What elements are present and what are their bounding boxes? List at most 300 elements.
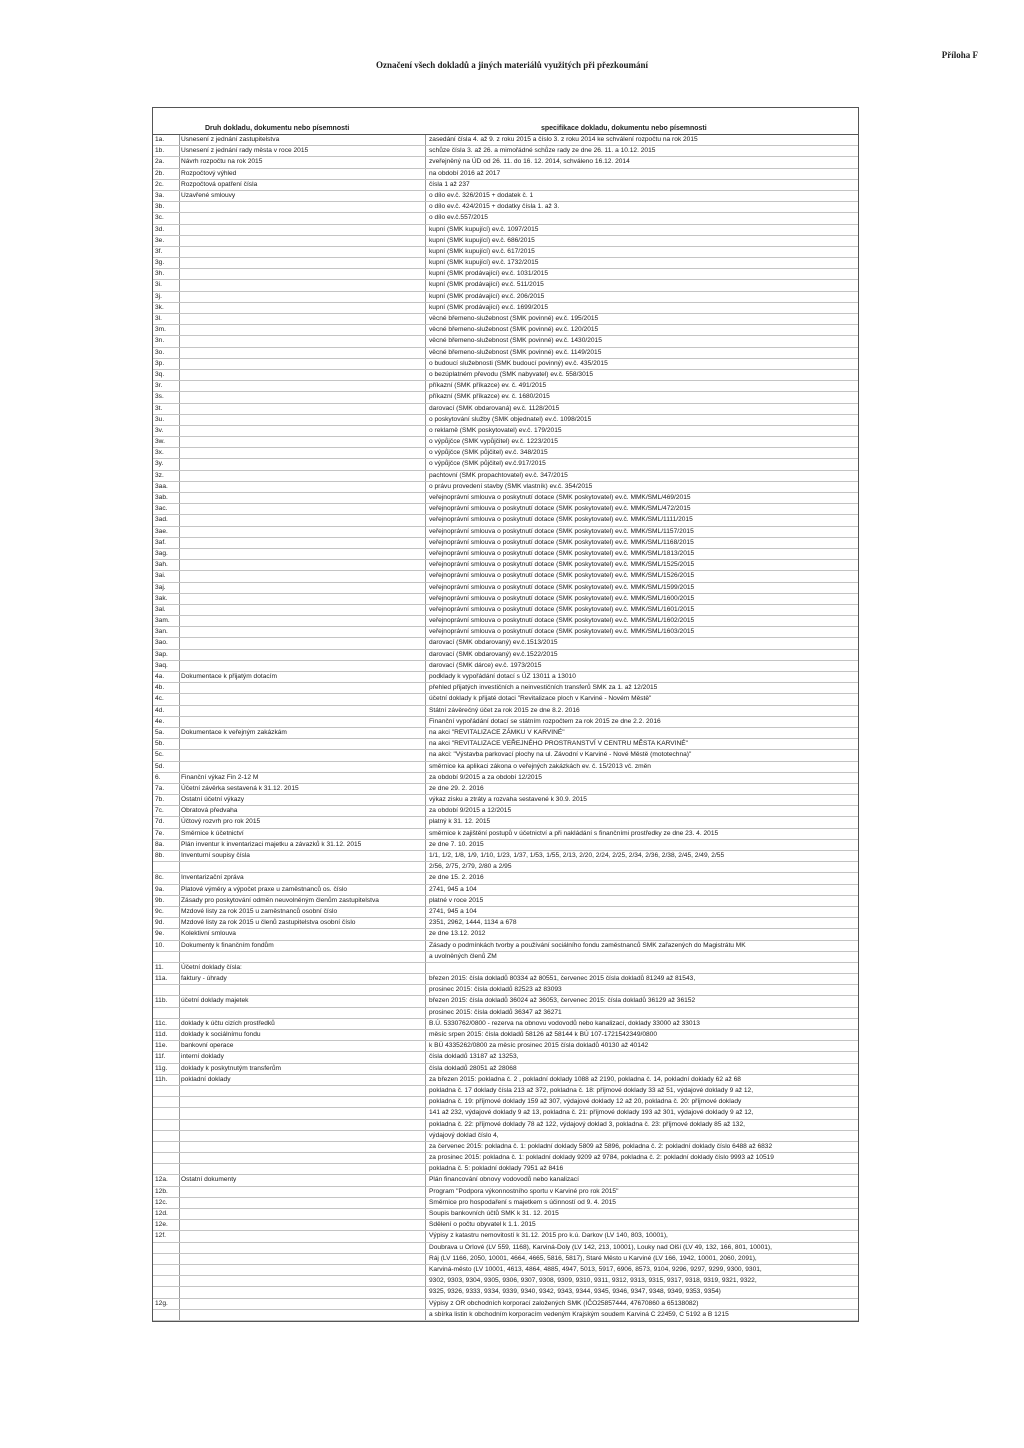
row-specification: Doubrava u Orlové (LV 559, 1168), Karviná-Doly (LV 142, 213, 10001), Louky nad Olší (LV 49, 132, 166, 801, 10001), (429, 1243, 772, 1251)
row-document-type: Usnesení z jednání rady města v roce 2015 (181, 147, 309, 155)
row-code: 3j. (155, 292, 162, 300)
row-specification: na období 2016 až 2017 (429, 169, 501, 177)
row-code: 3ac. (155, 505, 168, 513)
table-row (153, 202, 858, 213)
table-row (153, 135, 858, 146)
row-code: 8c. (155, 874, 164, 882)
table-row (153, 896, 858, 907)
materials-table (152, 107, 859, 1322)
row-code: 2c. (155, 180, 164, 188)
table-row (153, 773, 858, 784)
table-row (153, 571, 858, 582)
row-code: 5c. (155, 751, 164, 759)
row-specification: veřejnoprávní smlouva o poskytnutí dotace (SMK poskytovatel) ev.č. MMK/SML/469/2015 (429, 494, 691, 501)
table-row (153, 762, 858, 773)
row-code: 5d. (155, 762, 165, 770)
row-code: 2b. (155, 169, 165, 177)
row-specification: ze dne 29. 2. 2016 (429, 784, 484, 792)
row-specification: za období 9/2015 a 12/2015 (429, 807, 512, 815)
table-row (153, 985, 858, 996)
table-row (153, 873, 858, 884)
row-specification: Výpisy z OR obchodních korporací založených SMK (IČO25857444, 47670860 a 65138082) (429, 1299, 699, 1307)
row-specification: pokladna č. 22: příjmové doklady 78 až 122, výdajový doklad 3, pokladna č. 23: příjmové doklady 85 až 132, (429, 1120, 745, 1128)
row-code: 3ak. (155, 594, 168, 602)
row-specification: veřejnoprávní smlouva o poskytnutí dotace (SMK poskytovatel) ev.č. MMK/SML/1168/2015 (429, 538, 694, 546)
row-code: 3ag. (155, 549, 168, 557)
row-code: 3c. (155, 214, 164, 222)
table-row (153, 180, 858, 191)
table-row (153, 728, 858, 739)
row-specification: Plán financování obnovy vodovodů nebo kanalizací (429, 1176, 579, 1184)
table-row (153, 1265, 858, 1276)
table-row (153, 1108, 858, 1119)
row-specification: věcné břemeno-služebnost (SMK povinné) ev.č. 195/2015 (429, 315, 599, 322)
row-specification: směrnice k zajištění postupů v účetnictví a při nakládání s finančními prostředky ze dne 23. 4. 2015 (429, 829, 719, 837)
row-code: 7a. (155, 784, 165, 792)
row-specification: o výpůjčce (SMK vypůjčitel) ev.č. 1223/2015 (429, 438, 558, 446)
table-row (153, 806, 858, 817)
row-specification: pokladna č. 17 doklady čísla 213 až 372, pokladna č. 18: příjmové doklady 33 až 51, výdajové doklady 9 až 12, (429, 1086, 754, 1094)
table-row (153, 750, 858, 761)
row-document-type: Směrnice k účetnictví (181, 829, 244, 837)
table-row (153, 269, 858, 280)
row-specification: Zásady o podmínkách tvorby a používání sociálního fondu zaměstnanců SMK zařazených do Magistrátu MK (429, 941, 746, 949)
row-document-type: Kolektivní smlouva (181, 930, 236, 938)
row-specification: veřejnoprávní smlouva o poskytnutí dotace (SMK poskytovatel) ev.č. MMK/SML/1111/2015 (429, 516, 693, 524)
row-specification: kupní (SMK kupující) ev.č. 1732/2015 (429, 259, 539, 267)
row-specification: darovací (SMK dárce) ev.č. 1973/2015 (429, 661, 542, 669)
row-specification: o právu provedení stavby (SMK vlastník) ev.č. 354/2015 (429, 482, 593, 490)
table-row (153, 415, 858, 426)
row-specification: o dílo ev.č. 424/2015 + dodatky čísla 1. až 3. (429, 203, 560, 211)
annex-label: Příloha F (941, 50, 978, 60)
row-code: 7e. (155, 829, 165, 837)
table-row (153, 1120, 858, 1131)
row-code: 3d. (155, 225, 165, 233)
table-row (153, 907, 858, 918)
table-row (153, 1131, 858, 1142)
row-code: 4b. (155, 684, 165, 692)
table-row (153, 303, 858, 314)
table-row (153, 996, 858, 1007)
table-row (153, 459, 858, 470)
row-code: 11f. (155, 1053, 166, 1061)
row-specification: pokladna č. 5: pokladní doklady 7951 až 8416 (429, 1165, 564, 1173)
row-specification: přehled přijatých investičních a neinvestičních transferů SMK za 1. až 12/2015 (429, 684, 658, 692)
row-specification: Program "Podpora výkonnostního sportu v Karviné pro rok 2015" (429, 1187, 619, 1195)
table-row (153, 426, 858, 437)
table-row (153, 325, 858, 336)
row-code: 3m. (155, 326, 166, 334)
row-specification: čísla dokladů 28051 až 28068 (429, 1064, 517, 1072)
table-row (153, 1142, 858, 1153)
row-specification: za prosinec 2015: pokladna č. 1: pokladní doklady 9209 až 9784, pokladna č. 2: pokladní doklady číslo 9993 až 10519 (429, 1154, 774, 1162)
row-specification: veřejnoprávní smlouva o poskytnutí dotace (SMK poskytovatel) ev.č. MMK/SML/472/2015 (429, 505, 691, 513)
row-specification: schůze čísla 3. až 26. a mimořádné schůze rady ze dne 26. 11. a 10.12. 2015 (429, 147, 656, 155)
table-row (153, 437, 858, 448)
table-row (153, 851, 858, 862)
row-code: 11e. (155, 1042, 168, 1050)
table-row (153, 1209, 858, 1220)
row-specification: veřejnoprávní smlouva o poskytnutí dotace (SMK poskytovatel) ev.č. MMK/SML/1525/2015 (429, 561, 695, 569)
row-code: 2a. (155, 158, 165, 166)
row-code: 7c. (155, 807, 164, 815)
table-row (153, 918, 858, 929)
row-specification: Směrnice pro hospodaření s majetkem s účinností od 9. 4. 2015 (429, 1198, 616, 1206)
table-row (153, 817, 858, 828)
row-specification: o výpůjčce (SMK půjčitel) ev.č.917/2015 (429, 460, 546, 468)
table-row (153, 1276, 858, 1287)
row-document-type: Dokumentace k veřejným zakázkám (181, 728, 287, 736)
table-row (153, 146, 858, 157)
row-code: 5b. (155, 740, 165, 748)
row-specification: veřejnoprávní smlouva o poskytnutí dotace (SMK poskytovatel) ev.č. MMK/SML/1599/2015 (429, 583, 695, 591)
table-row (153, 862, 858, 873)
row-specification: za období 9/2015 a za období 12/2015 (429, 773, 542, 781)
row-specification: účetní doklady k přijaté dotaci "Revitalizace ploch v Karviné - Novém Městě" (429, 695, 652, 703)
row-specification: Státní závěrečný účet za rok 2015 ze dne 8.2. 2016 (429, 706, 580, 714)
row-specification: o budoucí služebnosti (SMK budoucí povinný) ev.č. 435/2015 (429, 359, 608, 367)
table-row (153, 258, 858, 269)
table-row (153, 482, 858, 493)
row-specification: o bezúplatném převodu (SMK nabyvatel) ev.č. 558/3015 (429, 370, 594, 378)
row-specification: kupní (SMK prodávající) ev.č. 1699/2015 (429, 303, 548, 311)
row-code: 11a. (155, 975, 168, 983)
row-specification: Karviná-město (LV 10001, 4613, 4864, 4885, 4947, 5013, 5917, 6906, 8573, 9104, 9296, 9297, 9299, 9300, 9301, (429, 1265, 762, 1273)
row-code: 9c. (155, 907, 164, 915)
row-specification: Výpisy z katastru nemovitostí k 31.12. 2015 pro k.ú. Darkov (LV 140, 803, 10001), (429, 1232, 668, 1240)
row-specification: o dílo ev.č.557/2015 (429, 214, 488, 222)
row-specification: podklady k vypořádání dotací s ÚZ 13011 a 13010 (429, 673, 576, 680)
table-row (153, 1187, 858, 1198)
table-row (153, 1198, 858, 1209)
row-specification: příkazní (SMK příkazce) ev. č. 1680/2015 (429, 393, 550, 401)
row-document-type: Účetní závěrka sestavená k 31.12. 2015 (181, 784, 299, 792)
table-row (153, 381, 858, 392)
row-code: 10. (155, 941, 165, 949)
table-row (153, 493, 858, 504)
table-row (153, 683, 858, 694)
row-specification: věcné břemeno-služebnost (SMK povinné) ev.č. 1149/2015 (429, 348, 602, 356)
table-row (153, 1299, 858, 1310)
table-row (153, 1220, 858, 1231)
table-row (153, 1164, 858, 1175)
table-row (153, 1086, 858, 1097)
row-specification: ze dne 7. 10. 2015 (429, 840, 484, 848)
row-specification: Ráj (LV 1166, 2050, 10001, 4664, 4665, 5816, 5817), Staré Město u Karviné (LV 166, 1942, 10001, 2060, 2091), (429, 1254, 757, 1262)
row-code: 12c. (155, 1198, 168, 1206)
row-code: 3ab. (155, 494, 168, 501)
row-specification: na akci "REVITALIZACE VEŘEJNÉHO PROSTRANSTVÍ V CENTRU MĚSTA KARVINÉ" (429, 740, 688, 748)
table-header (153, 108, 858, 135)
table-row (153, 336, 858, 347)
row-specification: za červenec 2015: pokladna č. 1: pokladní doklady 5809 až 5896, pokladna č. 2: pokladní doklady číslo 6488 až 6832 (429, 1142, 773, 1150)
row-code: 11c. (155, 1019, 167, 1027)
row-code: 3al. (155, 605, 166, 613)
row-code: 9a. (155, 885, 165, 893)
row-specification: a sbírka listin k obchodním korporacím vedeným Krajským soudem Karviná C 22459, C 5192 a B 1215 (429, 1310, 729, 1318)
table-row (153, 471, 858, 482)
row-document-type: Rozpočtový výhled (181, 169, 237, 177)
row-code: 9b. (155, 896, 165, 904)
row-document-type: Účetní doklady čísla: (181, 963, 242, 971)
row-specification: ze dne 15. 2. 2016 (429, 874, 484, 882)
row-specification: veřejnoprávní smlouva o poskytnutí dotace (SMK poskytovatel) ev.č. MMK/SML/1813/2015 (429, 549, 695, 557)
row-specification: darovací (SMK obdarovaný) ev.č.1513/2015 (429, 639, 558, 647)
row-code: 9d. (155, 919, 165, 927)
row-specification: zasedání čísla 4. až 9. z roku 2015 a číslo 3. z roku 2014 ke schválení rozpočtu na rok 2015 (429, 136, 698, 143)
row-specification: na akci "REVITALIZACE ZÁMKU V KARVINÉ" (429, 728, 565, 736)
table-row (153, 795, 858, 806)
row-specification: veřejnoprávní smlouva o poskytnutí dotace (SMK poskytovatel) ev.č. MMK/SML/1600/2015 (429, 594, 695, 602)
row-specification: 2741, 945 a 104 (429, 885, 477, 893)
row-specification: veřejnoprávní smlouva o poskytnutí dotace (SMK poskytovatel) ev.č. MMK/SML/1603/2015 (429, 628, 695, 636)
row-code: 11d. (155, 1031, 168, 1038)
table-row (153, 672, 858, 683)
table-row (153, 280, 858, 291)
table-row (153, 1008, 858, 1019)
table-row (153, 638, 858, 649)
table-row (153, 1254, 858, 1265)
row-specification: 9302, 9303, 9304, 9305, 9306, 9307, 9308, 9309, 9310, 9311, 9312, 9313, 9315, 9317, 9318, 9319, 9321, 9322, (429, 1277, 757, 1285)
table-row (153, 213, 858, 224)
row-document-type: doklady k sociálnímu fondu (181, 1031, 261, 1038)
row-specification: 2/56, 2/75, 2/79, 2/80 a 2/95 (429, 863, 512, 871)
row-specification: k BÚ 4335262/0800 za měsíc prosinec 2015 čísla dokladů 40130 až 40142 (429, 1042, 649, 1050)
row-document-type: doklady k účtu cizích prostředků (181, 1019, 275, 1027)
row-specification: Sdělení o počtu obyvatel k 1.1. 2015 (429, 1221, 536, 1229)
row-code: 3ai. (155, 572, 166, 580)
row-code: 12e. (155, 1221, 168, 1229)
table-row (153, 1287, 858, 1298)
table-row (153, 314, 858, 325)
row-code: 3af. (155, 538, 166, 546)
row-code: 1a. (155, 136, 165, 143)
row-code: 11. (155, 963, 164, 971)
row-specification: na akci: "Výstavba parkovací plochy na ul. Závodní v Karviné - Nové Městě (mototechna)" (429, 751, 692, 759)
row-specification: kupní (SMK kupující) ev.č. 686/2015 (429, 236, 535, 244)
row-specification: kupní (SMK prodávající) ev.č. 206/2015 (429, 292, 545, 300)
row-specification: kupní (SMK prodávající) ev.č. 511/2015 (429, 281, 544, 289)
row-specification: 2741, 945 a 104 (429, 907, 477, 915)
row-specification: ze dne 13.12. 2012 (429, 930, 486, 938)
row-code: 3s. (155, 393, 164, 401)
row-specification: pachtovní (SMK propachtovatel) ev.č. 347/2015 (429, 471, 568, 479)
row-code: 3e. (155, 236, 165, 244)
table-row (153, 1153, 858, 1164)
row-document-type: Rozpočtová opatření čísla (181, 180, 258, 188)
row-code: 9e. (155, 930, 165, 938)
row-specification: čísla 1 až 237 (429, 180, 470, 188)
row-document-type: Finanční výkaz Fin 2-12 M (181, 773, 259, 781)
row-code: 7b. (155, 796, 165, 804)
row-specification: Soupis bankovních účtů SMK k 31. 12. 2015 (429, 1210, 559, 1217)
row-specification: věcné břemeno-služebnost (SMK povinné) ev.č. 1430/2015 (429, 337, 602, 345)
row-specification: veřejnoprávní smlouva o poskytnutí dotace (SMK poskytovatel) ev.č. MMK/SML/1602/2015 (429, 617, 695, 625)
row-specification: o výpůjčce (SMK půjčitel) ev.č. 348/2015 (429, 449, 548, 457)
row-code: 3ah. (155, 561, 168, 569)
table-body (153, 135, 858, 1321)
row-document-type: Dokumentace k přijatým dotacím (181, 673, 278, 680)
row-specification: veřejnoprávní smlouva o poskytnutí dotace (SMK poskytovatel) ev.č. MMK/SML/1157/2015 (429, 527, 694, 535)
table-row (153, 929, 858, 940)
table-row (153, 1231, 858, 1242)
row-code: 3a. (155, 191, 165, 199)
row-specification: o dílo ev.č. 326/2015 + dodatek č. 1 (429, 191, 534, 199)
table-row (153, 784, 858, 795)
row-code: 3am. (155, 617, 170, 625)
row-code: 3z. (155, 471, 164, 479)
row-document-type: Mzdové listy za rok 2015 u členů zastupitelstva osobní číslo (181, 919, 356, 927)
table-row (153, 1030, 858, 1041)
table-row (153, 1041, 858, 1052)
row-specification: zveřejněný na ÚD od 26. 11. do 16. 12. 2014, schváleno 16.12. 2014 (429, 158, 630, 166)
row-code: 3o. (155, 348, 165, 356)
row-specification: veřejnoprávní smlouva o poskytnutí dotace (SMK poskytovatel) ev.č. MMK/SML/1601/2015 (429, 605, 695, 613)
row-code: 4e. (155, 717, 165, 725)
row-specification: výdajový doklad číslo 4, (429, 1131, 499, 1139)
table-row (153, 1019, 858, 1030)
row-specification: věcné břemeno-služebnost (SMK povinné) ev.č. 120/2015 (429, 326, 599, 334)
header-specification: specifikace dokladu, dokumentu nebo písemnosti (541, 125, 707, 132)
row-code: 3q. (155, 370, 165, 378)
row-specification: o reklamě (SMK poskytovatel) ev.č. 179/2015 (429, 426, 562, 434)
row-code: 4a. (155, 673, 165, 680)
row-specification: 1/1, 1/2, 1/8, 1/9, 1/10, 1/23, 1/37, 1/53, 1/55, 2/13, 2/20, 2/24, 2/25, 2/34, 2/36, 2/38, 2/45, 2/49, 2/55 (429, 852, 725, 859)
row-code: 3y. (155, 460, 164, 468)
row-specification: pokladna č. 19: příjmové doklady 159 až 307, výdajové doklady 12 až 20, pokladna č. 20: příjmové doklady (429, 1098, 742, 1106)
row-code: 5a. (155, 728, 165, 736)
row-code: 12g. (155, 1299, 168, 1307)
row-code: 7d. (155, 818, 165, 826)
table-row (153, 560, 858, 571)
row-code: 3n. (155, 337, 165, 345)
row-code: 3aq. (155, 661, 168, 669)
table-row (153, 247, 858, 258)
row-document-type: Ostatní dokumenty (181, 1176, 237, 1184)
row-specification: 2351, 2962, 1444, 1134 a 678 (429, 919, 517, 927)
row-document-type: Uzavřené smlouvy (181, 191, 236, 199)
table-row (153, 694, 858, 705)
row-document-type: bankovní operace (181, 1042, 234, 1050)
table-row (153, 157, 858, 168)
row-specification: směrnice ka aplikaci zákona o veřejných zakázkách ev. č. 15/2013 vč. změn (429, 762, 651, 770)
row-document-type: interní doklady (181, 1053, 224, 1061)
row-document-type: Plán inventur k inventarizaci majetku a závazků k 31.12. 2015 (181, 840, 362, 848)
table-row (153, 1052, 858, 1063)
row-specification: B.Ú. 5330762/0800 - rezerva na obnovu vodovodů nebo kanalizací, doklady 33000 až 33013 (429, 1019, 700, 1027)
table-row (153, 392, 858, 403)
table-row (153, 650, 858, 661)
row-specification: za březen 2015: pokladna č. 2 , pokladní doklady 1088 až 2190, pokladna č. 14, pokladní doklady 62 až 68 (429, 1075, 741, 1083)
table-row (153, 717, 858, 728)
row-code: 3x. (155, 449, 164, 457)
row-document-type: účetní doklady majetek (181, 997, 249, 1005)
table-row (153, 348, 858, 359)
row-code: 3p. (155, 359, 165, 367)
table-row (153, 1097, 858, 1108)
table-row (153, 448, 858, 459)
row-code: 3ae. (155, 527, 168, 535)
row-specification: příkazní (SMK příkazce) ev. č. 491/2015 (429, 382, 547, 390)
row-document-type: Účtový rozvrh pro rok 2015 (181, 818, 261, 826)
row-specification: 9325, 9326, 9333, 9334, 9339, 9340, 9342, 9343, 9344, 9345, 9346, 9347, 9348, 9349, 9353, 9354) (429, 1288, 721, 1296)
row-specification: darovací (SMK obdarovaný) ev.č.1522/2015 (429, 650, 558, 658)
row-code: 12a. (155, 1176, 168, 1184)
row-document-type: Usnesení z jednání zastupitelstva (181, 136, 280, 143)
table-row (153, 191, 858, 202)
table-row (153, 1075, 858, 1086)
row-specification: březen 2015: čísla dokladů 80334 až 80551, červenec 2015 čísla dokladů 81249 až 81543, (429, 975, 696, 983)
row-code: 11h. (155, 1075, 168, 1083)
table-row (153, 974, 858, 985)
row-document-type: doklady k poskytnutým transferům (181, 1064, 282, 1072)
row-code: 3u. (155, 415, 165, 423)
table-row (153, 605, 858, 616)
table-row (153, 225, 858, 236)
table-row (153, 527, 858, 538)
table-row (153, 1310, 858, 1321)
row-code: 6. (155, 773, 161, 781)
row-code: 3t. (155, 404, 163, 412)
table-row (153, 627, 858, 638)
row-document-type: faktury - úhrady (181, 975, 227, 983)
row-code: 12d. (155, 1210, 168, 1217)
table-row (153, 583, 858, 594)
table-row (153, 1064, 858, 1075)
table-row (153, 404, 858, 415)
table-row (153, 963, 858, 974)
row-code: 8b. (155, 852, 165, 859)
table-row (153, 739, 858, 750)
row-specification: a uvolněných členů ZM (429, 952, 497, 960)
row-specification: kupní (SMK kupující) ev.č. 617/2015 (429, 247, 535, 255)
row-specification: Finanční vypořádání dotací se státním rozpočtem za rok 2015 ze dne 2.2. 2016 (429, 717, 661, 725)
row-code: 3f. (155, 247, 163, 255)
table-row (153, 616, 858, 627)
row-specification: prosinec 2015: čísla dokladů 82523 až 83093 (429, 986, 562, 994)
table-row (153, 292, 858, 303)
row-code: 3h. (155, 270, 165, 278)
row-code: 3ad. (155, 516, 168, 524)
row-code: 3ao. (155, 639, 168, 647)
row-code: 3an. (155, 628, 168, 636)
row-document-type: Ostatní účetní výkazy (181, 796, 245, 804)
row-document-type: Inventurní soupisy čísla (181, 852, 250, 859)
table-row (153, 370, 858, 381)
row-specification: kupní (SMK kupující) ev.č. 1097/2015 (429, 225, 539, 233)
row-code: 4c. (155, 695, 164, 703)
row-document-type: Mzdové listy za rok 2015 u zaměstnanců osobní číslo (181, 907, 338, 915)
row-code: 3ap. (155, 650, 168, 658)
row-code: 3v. (155, 426, 164, 434)
table-row (153, 829, 858, 840)
row-specification: prosinec 2015: čísla dokladů 36347 až 36271 (429, 1008, 562, 1016)
table-row (153, 1175, 858, 1186)
row-code: 3k. (155, 303, 164, 311)
row-specification: platné v roce 2015 (429, 896, 484, 904)
table-row (153, 952, 858, 963)
table-row (153, 169, 858, 180)
row-code: 3g. (155, 259, 165, 267)
row-code: 3w. (155, 438, 165, 446)
header-document-type: Druh dokladu, dokumentu nebo písemnosti (205, 125, 350, 132)
table-row (153, 538, 858, 549)
row-code: 11b. (155, 997, 168, 1005)
row-specification: platný k 31. 12. 2015 (429, 818, 491, 826)
table-row (153, 885, 858, 896)
table-row (153, 359, 858, 370)
